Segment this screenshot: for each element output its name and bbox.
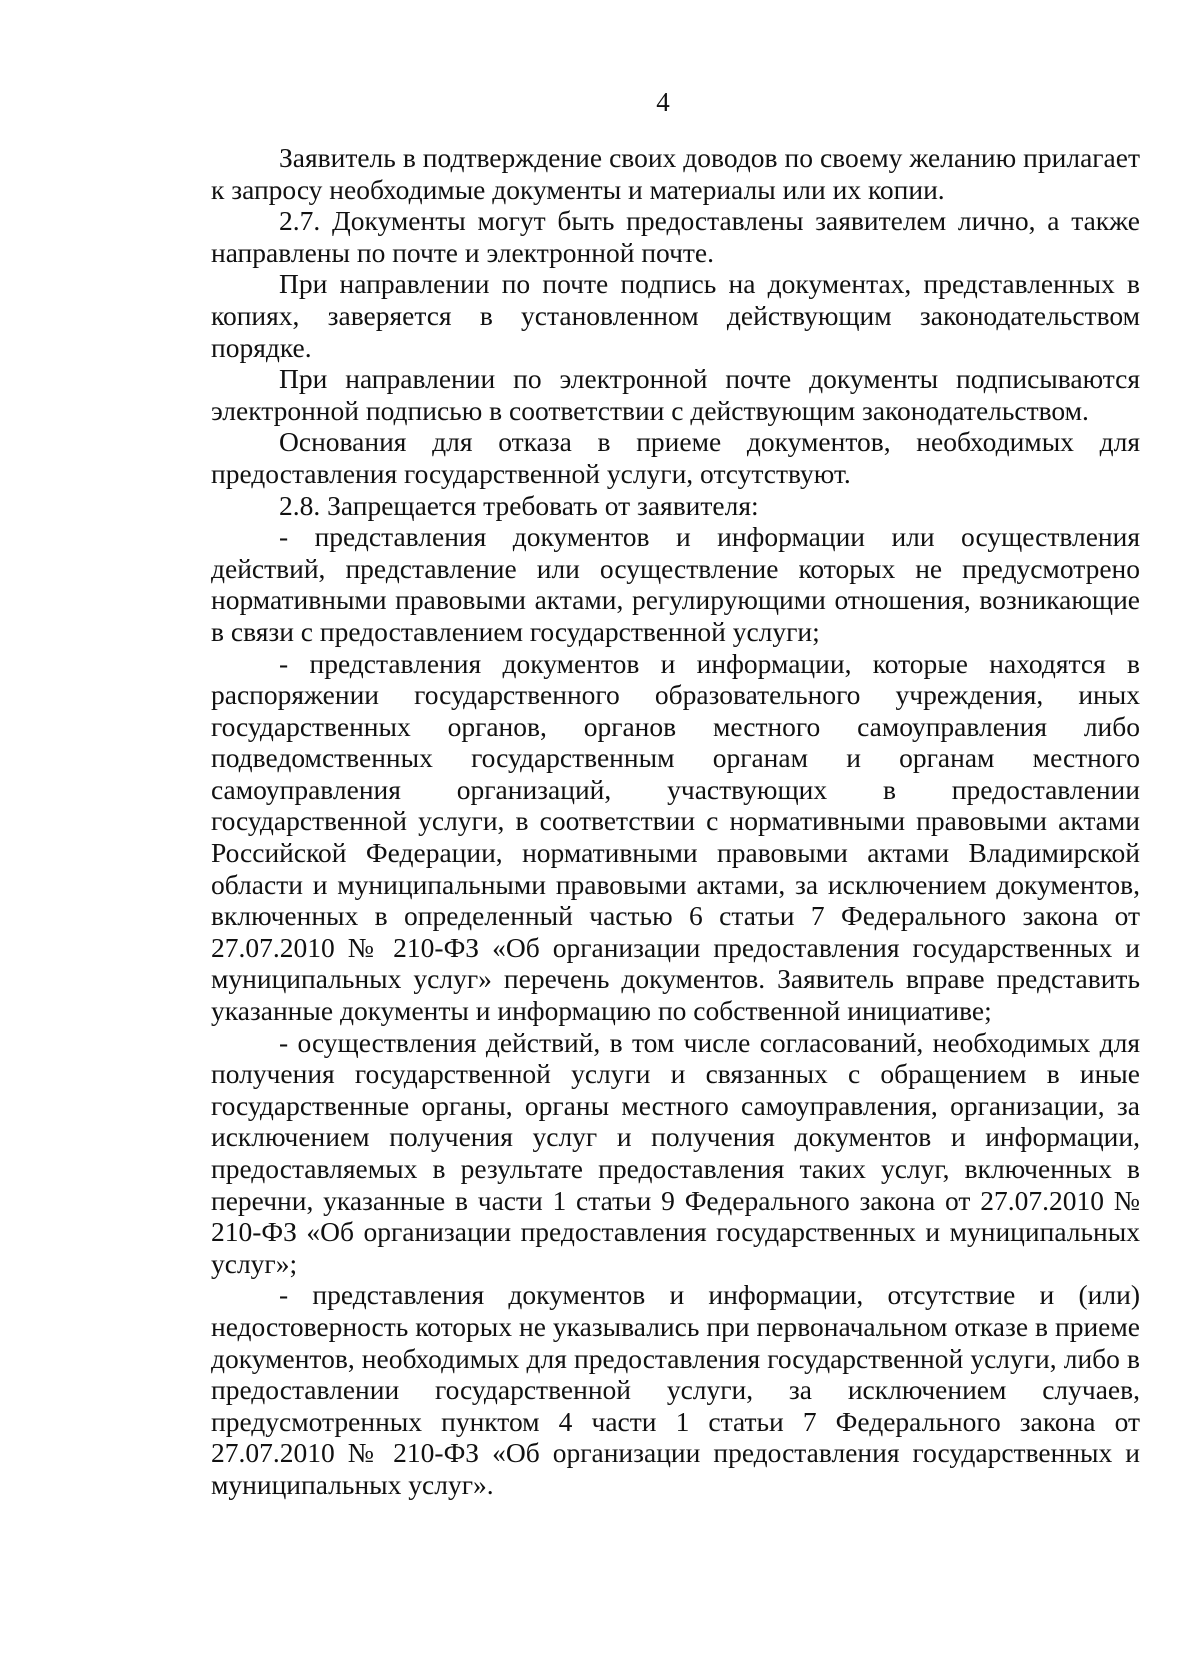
paragraph-refusal-grounds: Основания для отказа в приеме документов, необходимых для предоставления государственной услуги, отсутствуют. bbox=[211, 426, 1140, 489]
list-item-documents-held-by-agencies: - представления документов и информации, которые находятся в распоряжении государственного образовательного учреждения, иных государственных органов, органов местного самоуправления либо подведомственных государственным органам и органам местного самоуправления организаций, участвующих в предоставлении государственной услуги, в соответствии с нормативными правовыми актами Российской Федерации, нормативными правовыми актами Владимирской области и муниципальными правовыми актами, за исключением документов, включенных в определенный частью 6 статьи 7 Федерального закона от 27.07.2010 № 210-ФЗ «Об организации предоставления государственных и муниципальных услуг» перечень документов. Заявитель вправе представить указанные документы и информацию по собственной инициативе; bbox=[211, 647, 1140, 1027]
page-number: 4 bbox=[656, 87, 670, 117]
paragraph-electronic-signature: При направлении по электронной почте документы подписываются электронной подписью в соответствии с действующим законодательством. bbox=[211, 363, 1140, 426]
document-body bbox=[211, 142, 1140, 1501]
list-item-documents-not-required: - представления документов и информации или осуществления действий, представление или осуществление которых не предусмотрено нормативными правовыми актами, регулирующими отношения, возникающие в связи с предоставлением государственной услуги; bbox=[211, 521, 1140, 647]
paragraph-applicant-documents: Заявитель в подтверждение своих доводов по своему желанию прилагает к запросу необходимые документы и материалы или их копии. bbox=[211, 142, 1140, 205]
list-item-actions-approvals: - осуществления действий, в том числе согласований, необходимых для получения государственной услуги и связанных с обращением в иные государственные органы, органы местного самоуправления, организации, за исключением получения услуг и получения документов и информации, предоставляемых в результате предоставления таких услуг, включенных в перечни, указанные в части 1 статьи 9 Федерального закона от 27.07.2010 № 210-ФЗ «Об организации предоставления государственных и муниципальных услуг»; bbox=[211, 1026, 1140, 1279]
paragraph-2-7: 2.7. Документы могут быть предоставлены заявителем лично, а также направлены по почте и электронной почте. bbox=[211, 205, 1140, 268]
paragraph-2-8: 2.8. Запрещается требовать от заявителя: bbox=[279, 489, 759, 521]
list-item-documents-after-refusal: - представления документов и информации, отсутствие и (или) недостоверность которых не указывались при первоначальном отказе в приеме документов, необходимых для предоставления государственной услуги, либо в предоставлении государственной услуги, за исключением случаев, предусмотренных пунктом 4 части 1 статьи 7 Федерального закона от 27.07.2010 № 210-ФЗ «Об организации предоставления государственных и муниципальных услуг». bbox=[211, 1279, 1140, 1500]
paragraph-postal-signature: При направлении по почте подпись на документах, представленных в копиях, заверяется в установленном действующим законодательством порядке. bbox=[211, 268, 1140, 363]
